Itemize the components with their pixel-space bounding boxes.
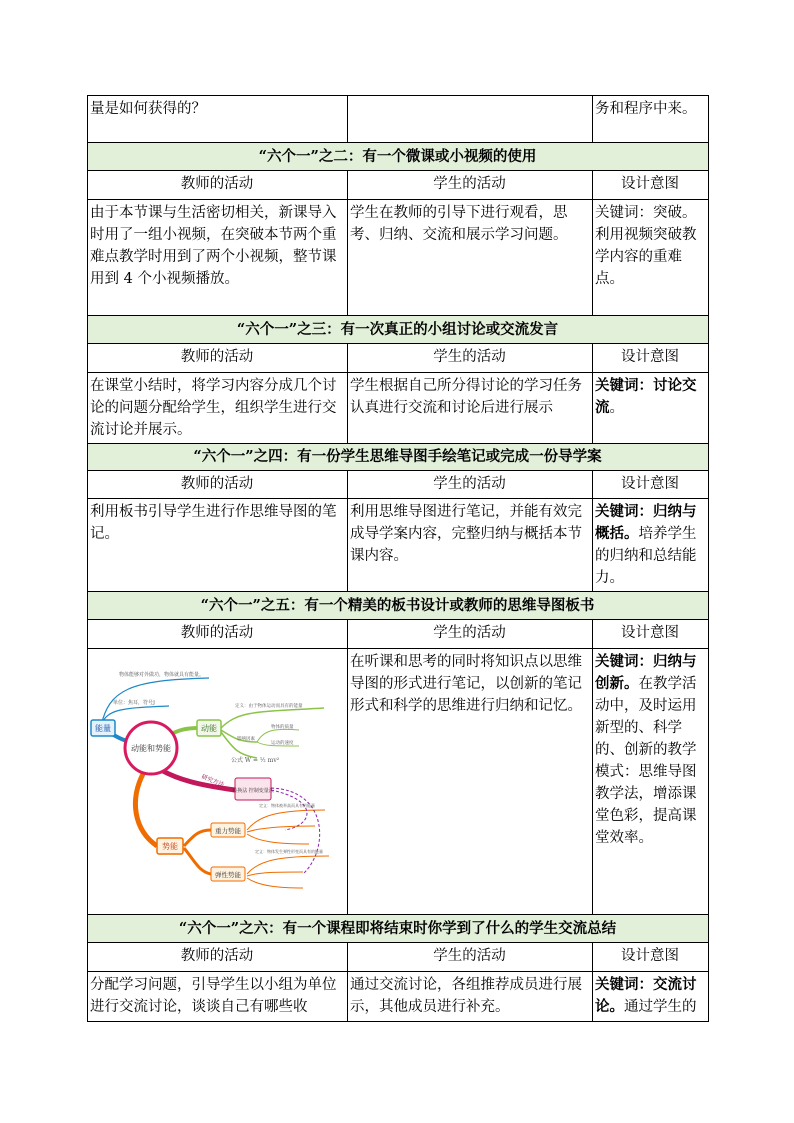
mindmap-kinetic-label: 动能 xyxy=(201,724,217,733)
section-title-row xyxy=(88,915,709,943)
mindmap-def-grav: 定义：物体被举高而具有的能量 xyxy=(259,803,315,808)
branch-potential xyxy=(135,772,157,846)
purpose-text: 通过学生的 xyxy=(624,999,697,1015)
section-title-row xyxy=(88,143,709,171)
table-row xyxy=(88,200,709,316)
mindmap-mass: 物体的质量 xyxy=(271,725,294,730)
section-title: “六个一”之五：有一个精美的板书设计或教师的思维导图板书 xyxy=(88,592,709,620)
section-title: “六个一”之二：有一个微课或小视频的使用 xyxy=(88,143,709,171)
mindmap-gravitational-label: 重力势能 xyxy=(215,827,241,835)
purpose-header: 设计意图 xyxy=(593,943,709,972)
design-purpose-cell xyxy=(593,499,709,592)
mindmap-energy-label: 能量 xyxy=(95,724,111,733)
design-purpose-cell xyxy=(593,972,709,1022)
student-activity-cell: 学生根据自己所分得讨论的学习任务认真进行交流和讨论后进行展示 xyxy=(348,373,593,444)
teacher-activity-cell: 由于本节课与生活密切相关，新课导入时用了一组小视频，在突破本节两个重难点教学时用到了两个小视频，整节课用到 4 个小视频播放。 xyxy=(88,200,348,316)
mindmap-elastic-label: 弹性势能 xyxy=(215,871,241,879)
teacher-header: 教师的活动 xyxy=(88,171,348,200)
section-title: “六个一”之四：有一份学生思维导图手绘笔记或完成一份导学案 xyxy=(88,444,709,471)
mindmap-factors: 影响因素 xyxy=(237,737,255,742)
mindmap-method-label: 研究方法 xyxy=(200,773,226,789)
purpose-text: 。 xyxy=(609,400,624,416)
mindmap-def-elastic: 定义：物体发生弹性形变而具有的能量 xyxy=(255,849,323,854)
purpose-keyword: 关键词：讨论交流 xyxy=(595,377,697,416)
mindmap-method-box-label: 转换法 控制变量法 xyxy=(232,788,274,794)
section-title-row xyxy=(88,592,709,620)
purpose-header: 设计意图 xyxy=(593,620,709,649)
purpose-keyword: 关键词：归纳与概括。 xyxy=(595,503,697,542)
teacher-activity-cell: 在课堂小结时，将学习内容分成几个讨论的问题分配给学生，组织学生进行交流讨论并展示。 xyxy=(88,373,348,444)
branch-method xyxy=(161,770,235,790)
mindmap-def-kinetic: 定义：由于物体运动而具有的能量 xyxy=(235,704,303,709)
purpose-text: 在教学活动中，及时运用新型的、科学的、创新的教学模式：思维导图教学法，增添课堂色彩，提高课堂效率。 xyxy=(595,676,697,846)
student-header: 学生的活动 xyxy=(348,620,593,649)
student-activity-cell: 学生在教师的引导下进行观看，思考、归纳、交流和展示学习问题。 xyxy=(348,200,593,316)
section-title: “六个一”之三：有一次真正的小组讨论或交流发言 xyxy=(88,316,709,344)
teacher-activity-cell: 量是如何获得的？ xyxy=(88,96,348,143)
student-header: 学生的活动 xyxy=(348,471,593,499)
teacher-header: 教师的活动 xyxy=(88,471,348,499)
mindmap-cell xyxy=(88,649,348,915)
student-header: 学生的活动 xyxy=(348,171,593,200)
table-row xyxy=(88,972,709,1022)
column-header-row xyxy=(88,620,709,649)
table-row xyxy=(88,649,709,915)
mindmap-potential-label: 势能 xyxy=(162,842,178,851)
design-purpose-cell xyxy=(593,649,709,915)
student-activity-cell: 通过交流讨论，各组推荐成员进行展示，其他成员进行补充。 xyxy=(348,972,593,1022)
design-purpose-cell: 务和程序中来。 xyxy=(593,96,709,143)
teacher-header: 教师的活动 xyxy=(88,943,348,972)
section-title-row xyxy=(88,316,709,344)
column-header-row xyxy=(88,471,709,499)
section-title-row xyxy=(88,444,709,471)
teacher-header: 教师的活动 xyxy=(88,344,348,373)
column-header-row xyxy=(88,943,709,972)
table-row xyxy=(88,96,709,143)
design-purpose-cell xyxy=(593,373,709,444)
student-header: 学生的活动 xyxy=(348,943,593,972)
section-title: “六个一”之六：有一个课程即将结束时你学到了什么的学生交流总结 xyxy=(88,915,709,943)
column-header-row xyxy=(88,344,709,373)
purpose-header: 设计意图 xyxy=(593,171,709,200)
branch-formula xyxy=(221,732,257,758)
mindmap-top-note: 物体能够对外做功，物体就具有能量。 xyxy=(119,672,205,678)
branch-gravitational xyxy=(184,830,211,846)
purpose-text: 培养学生的归纳和总结能力。 xyxy=(595,526,697,586)
mindmap-image xyxy=(89,650,343,912)
branch-elastic xyxy=(184,848,211,874)
student-activity-cell: 在听课和思考的同时将知识点以思维导图的形式进行笔记，以创新的笔记形式和科学的思维进行归纳和记忆。 xyxy=(348,649,593,915)
teacher-header: 教师的活动 xyxy=(88,620,348,649)
purpose-keyword: 关键词：交流讨论。 xyxy=(595,976,697,1015)
teacher-activity-cell: 分配学习问题，引导学生以小组为单位进行交流讨论，谈谈自己有哪些收 xyxy=(88,972,348,1022)
column-header-row xyxy=(88,171,709,200)
student-activity-cell xyxy=(348,96,593,143)
table-row xyxy=(88,373,709,444)
purpose-header: 设计意图 xyxy=(593,471,709,499)
mindmap-unit-note: 单位：焦耳，符号J xyxy=(113,700,156,706)
student-activity-cell: 利用思维导图进行笔记，并能有效完成导学案内容，完整归纳与概括本节课内容。 xyxy=(348,499,593,592)
design-purpose-cell xyxy=(593,200,709,316)
mindmap-formula: 公式 W = ½ mv² xyxy=(231,757,280,764)
lesson-design-table xyxy=(87,95,709,1022)
purpose-keyword: 关键词：归纳与创新。 xyxy=(595,653,697,692)
table-row xyxy=(88,499,709,592)
mindmap-center-label: 动能和势能 xyxy=(131,744,171,753)
teacher-activity-cell: 利用板书引导学生进行作思维导图的笔记。 xyxy=(88,499,348,592)
purpose-text: 关键词：突破。利用视频突破教学内容的重难点。 xyxy=(595,205,697,287)
student-header: 学生的活动 xyxy=(348,344,593,373)
mindmap-speed: 运动的速度 xyxy=(271,741,294,746)
purpose-header: 设计意图 xyxy=(593,344,709,373)
